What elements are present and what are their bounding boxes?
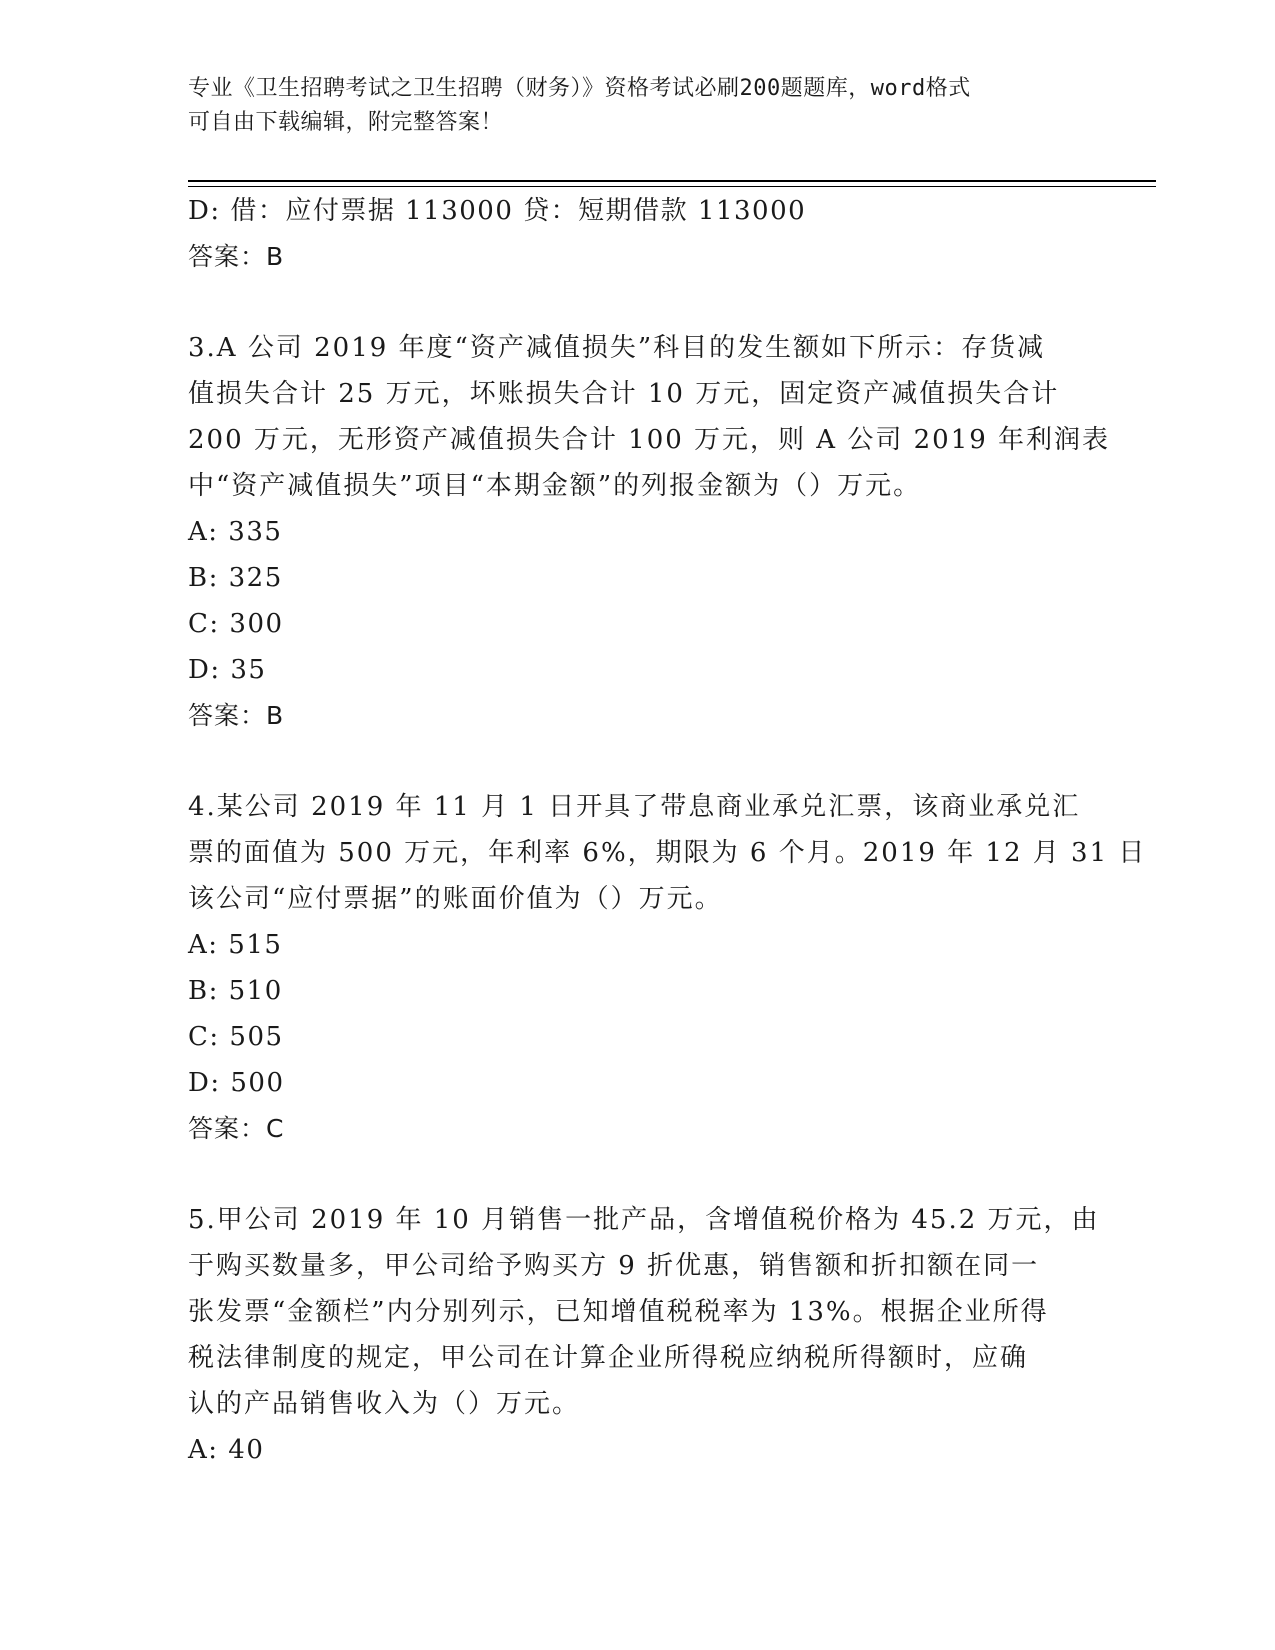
header-divider <box>188 180 1156 182</box>
q4-answer: 答案：C <box>188 1114 285 1143</box>
q5-stem-line: 税法律制度的规定，甲公司在计算企业所得税应纳税所得额时，应确 <box>188 1343 1029 1373</box>
q2-option-d: D: 借：应付票据 113000 贷：短期借款 113000 <box>188 196 807 226</box>
q5-stem-line: 张发票“金额栏”内分别列示，已知增值税税率为 13%。根据企业所得 <box>188 1297 1049 1327</box>
q3-option-d: D: 35 <box>188 655 267 685</box>
spacer <box>188 280 1078 325</box>
q5-stem-line: 于购买数量多，甲公司给予购买方 9 折优惠，销售额和折扣额在同一 <box>188 1251 1040 1281</box>
q5-stem-line: 5.甲公司 2019 年 10 月销售一批产品，含增值税价格为 45.2 万元，由 <box>188 1205 1100 1235</box>
header-line-1: 专业《卫生招聘考试之卫生招聘（财务）》资格考试必刷200题题库，word格式 <box>188 76 971 101</box>
header-line-2: 可自由下载编辑，附完整答案！ <box>188 110 504 135</box>
document-header <box>188 72 1068 140</box>
q4-option-b: B: 510 <box>188 976 283 1006</box>
q4-stem-line: 票的面值为 500 万元，年利率 6%，期限为 6 个月。2019 年 12 月 31 日 <box>188 838 1147 868</box>
q3-option-a: A: 335 <box>188 517 283 547</box>
q4-option-a: A: 515 <box>188 930 283 960</box>
q3-stem-line: 值损失合计 25 万元，坏账损失合计 10 万元，固定资产减值损失合计 <box>188 379 1060 409</box>
q3-stem-line: 中“资产减值损失”项目“本期金额”的列报金额为（）万元。 <box>188 471 922 501</box>
q3-stem-line: 3.A 公司 2019 年度“资产减值损失”科目的发生额如下所示：存货减 <box>188 333 1046 363</box>
q4-stem-line: 4.某公司 2019 年 11 月 1 日开具了带息商业承兑汇票，该商业承兑汇 <box>188 792 1081 822</box>
q3-option-c: C: 300 <box>188 609 284 639</box>
q4-option-c: C: 505 <box>188 1022 284 1052</box>
q5-stem <box>188 1197 1100 1427</box>
q4-option-d: D: 500 <box>188 1068 285 1098</box>
q3-option-b: B: 325 <box>188 563 283 593</box>
q2-answer: 答案：B <box>188 242 285 271</box>
question-content <box>188 188 1147 1473</box>
q3-stem-line: 200 万元，无形资产减值损失合计 100 万元，则 A 公司 2019 年利润表 <box>188 425 1111 455</box>
spacer <box>188 1152 1078 1197</box>
q3-stem <box>188 325 1111 509</box>
spacer <box>188 739 1078 784</box>
q4-stem-line: 该公司“应付票据”的账面价值为（）万元。 <box>188 884 723 914</box>
q5-stem-line: 认的产品销售收入为（）万元。 <box>188 1389 581 1419</box>
q4-stem <box>188 784 1147 922</box>
q5-option-a: A: 40 <box>188 1435 265 1465</box>
q3-answer: 答案：B <box>188 701 285 730</box>
header-divider-thin <box>188 186 1156 187</box>
